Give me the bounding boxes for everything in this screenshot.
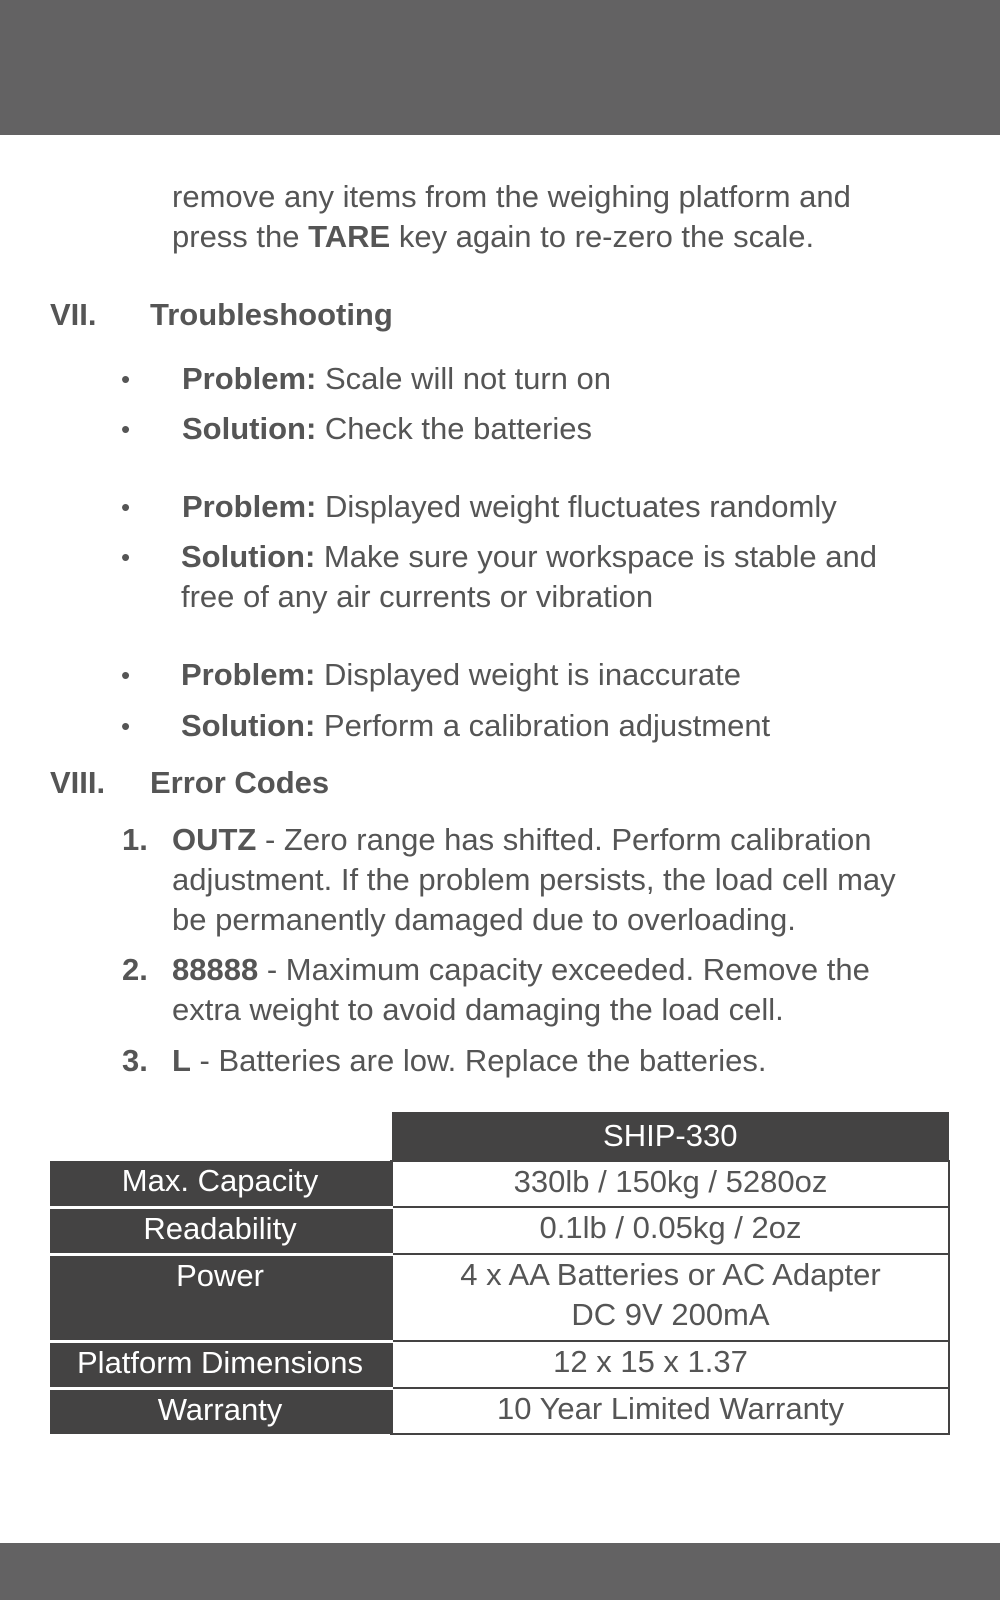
bullet-glyph: • [121,414,131,444]
intro-line-2 [172,217,814,257]
item-label: Problem: [182,489,317,524]
error-code-continuation: adjustment. If the problem persists, the load cell may [172,862,896,897]
item-text: Scale will not turn on [316,361,612,396]
spec-value-multiline [392,1254,950,1341]
troubleshooting-item [182,359,611,399]
error-code-text: - Batteries are low. Replace the batteries. [190,1043,767,1078]
specifications-table [50,1112,950,1435]
error-code-number: 2. [122,952,148,987]
item-label: Solution: [181,708,316,743]
intro-line-2-post: key again to re-zero the scale. [390,219,815,254]
spec-value: 0.1lb / 0.05kg / 2oz [392,1207,950,1254]
bullet-glyph: • [121,364,131,394]
item-label: Solution: [182,411,317,446]
error-code-item [172,820,872,860]
troubleshooting-item [181,537,877,577]
bullet-glyph: • [121,660,131,690]
item-text: Displayed weight is inaccurate [315,657,741,692]
spec-label: Max. Capacity [50,1161,392,1207]
error-code-continuation: extra weight to avoid damaging the load cell. [172,992,784,1027]
error-code-text: - Maximum capacity exceeded. Remove the [258,952,870,987]
item-text: Perform a calibration adjustment [315,708,771,743]
troubleshooting-item [181,655,741,695]
troubleshooting-item [182,487,837,527]
error-code-item [172,950,870,990]
intro-line-2-pre: press the [172,219,309,254]
table-header-row [50,1112,949,1161]
table-row [50,1207,949,1254]
intro-line-1-text: remove any items from the weighing platform and [172,179,851,214]
header-bar [0,0,1000,135]
section-numeral-vii: VII. [50,297,97,332]
model-header: SHIP-330 [392,1112,950,1161]
section-title-troubleshooting: Troubleshooting [150,297,393,332]
spec-label: Power [50,1254,392,1341]
troubleshooting-item [182,409,592,449]
spec-label: Platform Dimensions [50,1341,392,1388]
tare-key-label: TARE [308,219,391,254]
table-row [50,1388,949,1434]
spec-value: 12 x 15 x 1.37 [392,1341,950,1388]
section-title-error-codes: Error Codes [150,765,330,800]
intro-line-1 [172,177,851,217]
spec-value-line: 4 x AA Batteries or AC Adapter [460,1257,881,1292]
footer-bar [0,1543,1000,1600]
spec-label: Readability [50,1207,392,1254]
bullet-glyph: • [121,542,131,572]
troubleshooting-item-continuation: free of any air currents or vibration [181,579,654,614]
spec-label: Warranty [50,1388,392,1434]
error-code-item [172,1041,766,1081]
table-row [50,1161,949,1207]
bullet-glyph: • [121,711,131,741]
error-code-continuation: be permanently damaged due to overloading. [172,902,796,937]
error-code-number: 1. [122,822,148,857]
error-code: L [172,1043,191,1078]
item-label: Solution: [181,539,316,574]
troubleshooting-item [181,706,770,746]
error-code-text: - Zero range has shifted. Perform calibration [256,822,872,857]
error-code-number: 3. [122,1043,148,1078]
item-text: Check the batteries [316,411,592,446]
item-label: Problem: [182,361,317,396]
item-text: Make sure your workspace is stable and [315,539,878,574]
spec-value: 330lb / 150kg / 5280oz [392,1161,950,1207]
spec-value-line: DC 9V 200mA [571,1297,770,1332]
error-code: OUTZ [172,822,257,857]
error-code: 88888 [172,952,259,987]
bullet-glyph: • [121,492,131,522]
item-label: Problem: [181,657,316,692]
table-row [50,1341,949,1388]
item-text: Displayed weight fluctuates randomly [316,489,837,524]
table-row [50,1254,949,1341]
section-numeral-viii: VIII. [50,765,106,800]
table-corner-cell [50,1112,392,1161]
spec-value: 10 Year Limited Warranty [392,1388,950,1434]
